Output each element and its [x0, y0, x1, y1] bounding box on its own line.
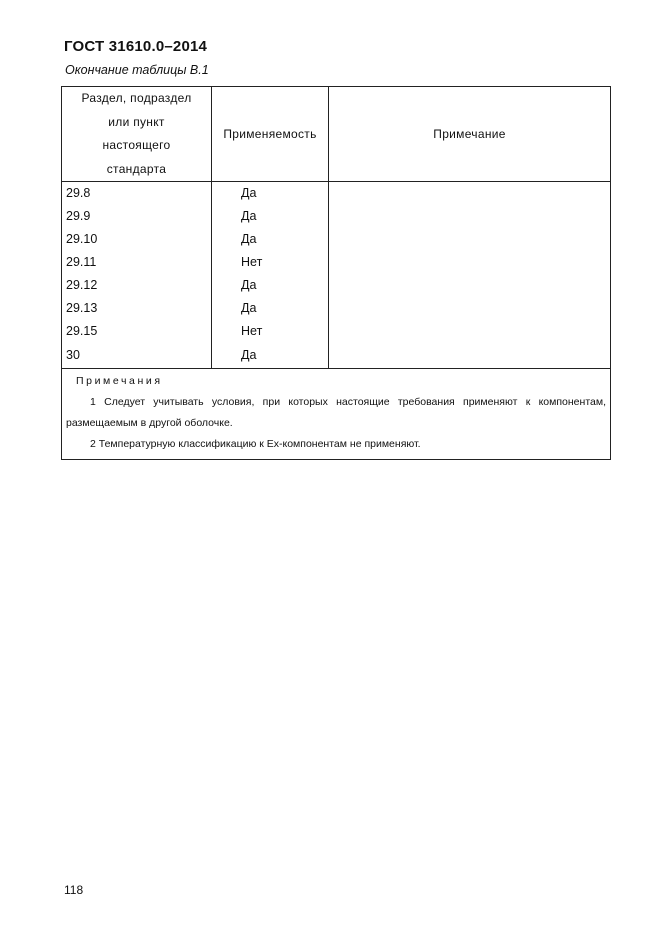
- table-caption: Окончание таблицы В.1: [65, 63, 209, 77]
- cell-note: [329, 228, 611, 251]
- cell-note: [329, 274, 611, 297]
- cell-note: [329, 297, 611, 320]
- cell-note: [329, 343, 611, 369]
- note-1-line-1: 1 Следует учитывать условия, при которых настоящие требования применяют к компонентам,: [90, 396, 606, 408]
- table-row: [62, 182, 611, 206]
- column-header-section: [62, 87, 212, 182]
- column-header-section-line: настоящего: [102, 138, 171, 152]
- table-row: [62, 205, 611, 228]
- column-header-section-line: стандарта: [106, 161, 167, 176]
- document-title: ГОСТ 31610.0–2014: [64, 38, 208, 55]
- cell-applicability: Да: [212, 205, 329, 228]
- cell-section: 29.8: [62, 182, 212, 206]
- cell-note: [329, 320, 611, 343]
- table-row: [62, 343, 611, 369]
- table-notes-cell: [62, 369, 611, 460]
- cell-applicability: Да: [212, 297, 329, 320]
- cell-applicability: Нет: [212, 251, 329, 274]
- cell-section: 29.10: [62, 228, 212, 251]
- cell-note: [329, 205, 611, 228]
- column-header-applicability-label: Применяемость: [223, 127, 317, 141]
- table-row: [62, 320, 611, 343]
- column-header-applicability: [212, 87, 329, 182]
- cell-section: 29.11: [62, 251, 212, 274]
- column-header-note: [329, 87, 611, 182]
- note-2: 2 Температурную классификацию к Ex-компонентам не применяют.: [90, 438, 421, 450]
- cell-section: 29.13: [62, 297, 212, 320]
- applicability-table: [61, 86, 611, 460]
- cell-section: 29.12: [62, 274, 212, 297]
- cell-section: 29.9: [62, 205, 212, 228]
- cell-note: [329, 182, 611, 206]
- cell-applicability: Да: [212, 343, 329, 369]
- column-header-section-line: или пункт: [108, 114, 165, 129]
- cell-applicability: Да: [212, 274, 329, 297]
- column-header-note-label: Примечание: [433, 127, 506, 141]
- note-1-line-2: размещаемым в другой оболочке.: [66, 417, 233, 429]
- cell-note: [329, 251, 611, 274]
- table-row: [62, 297, 611, 320]
- table-notes-row: [62, 369, 611, 460]
- page-number: 118: [64, 883, 84, 897]
- cell-section: 30: [62, 343, 212, 369]
- table-header-row: [62, 87, 611, 182]
- table-row: [62, 251, 611, 274]
- notes-heading: Примечания: [76, 375, 163, 387]
- cell-applicability: Да: [212, 228, 329, 251]
- cell-applicability: Нет: [212, 320, 329, 343]
- cell-section: 29.15: [62, 320, 212, 343]
- cell-applicability: Да: [212, 182, 329, 206]
- table-row: [62, 228, 611, 251]
- table-row: [62, 274, 611, 297]
- column-header-section-line: Раздел, подраздел: [81, 91, 192, 105]
